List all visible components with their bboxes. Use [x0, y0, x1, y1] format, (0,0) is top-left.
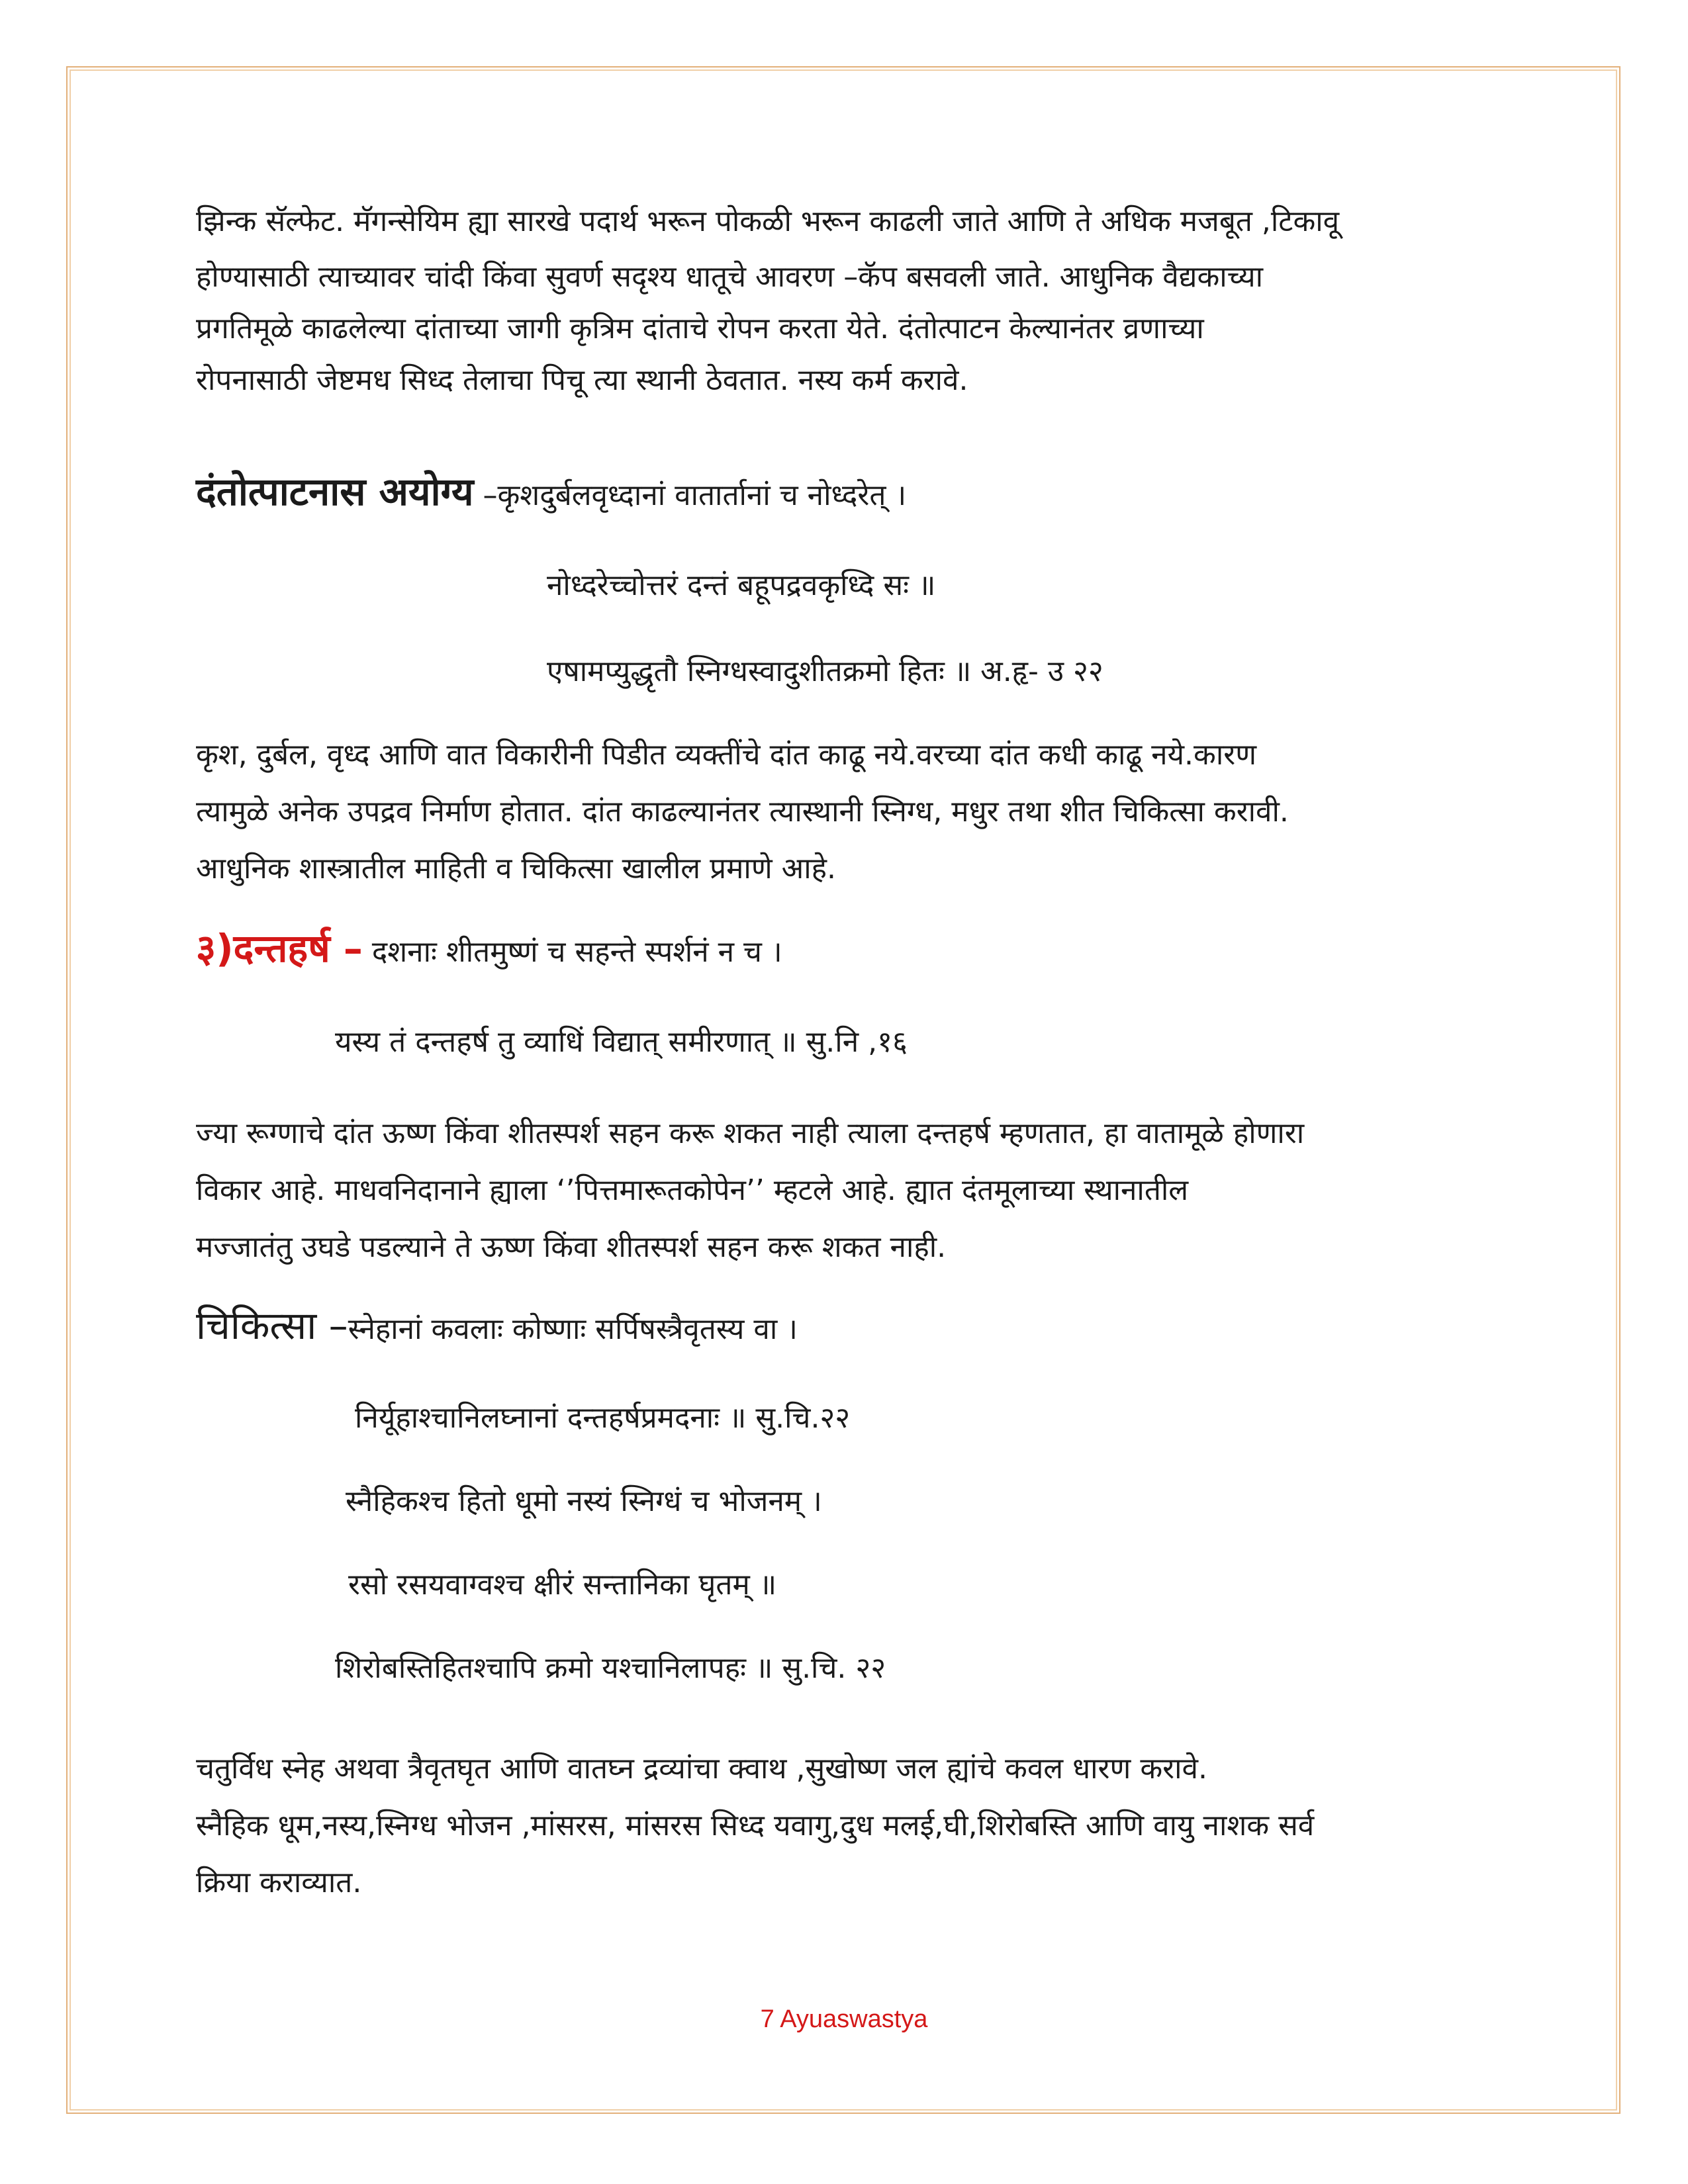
- section-title: चिकित्सा –: [196, 1303, 348, 1348]
- verse-line: [335, 999, 908, 1085]
- text-line: चतुर्विध स्नेह अथवा त्रैवृतघृत आणि वातघ्न द्रव्यांचा क्वाथ ,सुखोष्ण जल ह्यांचे कवल धारण करावे.: [196, 1752, 1207, 1786]
- verse-line: शिरोबस्तिहितश्चापि क्रमो यश्चानिलापहः ॥ सु.चि. २२: [335, 1651, 886, 1685]
- text-line: प्रगतिमूळे काढलेल्या दांताच्या जागी कृत्रिम दांताचे रोपन करता येते. दंतोत्पाटन केल्यानंतर व्रणाच्या: [196, 312, 1204, 345]
- page-footer: [0, 2005, 1688, 2034]
- section-shloka: स्नेहानां कवलाः कोष्णाः सर्पिषस्त्रैवृतस्य वा ।: [348, 1312, 798, 1346]
- verse-line: नोध्दरेच्चोत्तरं दन्तं बहूपद्रवकृध्दि सः ॥: [547, 569, 936, 602]
- verse-line: यस्य तं दन्तहर्ष तु व्याधिं विद्यात् समीरणात् ॥ सु.नि ,१६: [335, 1025, 908, 1059]
- section-title: ३)दन्तहर्ष –: [196, 926, 363, 971]
- section-heading-chikitsa: [196, 1296, 798, 1359]
- section-heading-dantaharsha: [196, 919, 782, 982]
- text-line: कृश, दुर्बल, वृध्द आणि वात विकारीनी पिडीत व्यक्तींचे दांत काढू नये.वरच्या दांत कधी काढू नये.कारण: [196, 738, 1257, 772]
- verse-line: निर्यूहाश्चानिलघ्नानां दन्तहर्षप्रमदनाः ॥ सु.चि.२२: [355, 1401, 851, 1435]
- text-line: मज्जातंतु उघडे पडल्याने ते ऊष्ण किंवा शीतस्पर्श सहन करू शकत नाही.: [196, 1230, 947, 1264]
- text-line: झिन्क सॅल्फेट. मॅगन्सेयिम ह्या सारखे पदार्थ भरून पोकळी भरून काढली जाते आणि ते अधिक मजबूत ,टिकावू: [196, 205, 1340, 238]
- verse-line: एषामप्युद्धृतौ स्निग्धस्वादुशीतक्रमो हितः ॥ अ.हृ- उ २२: [547, 655, 1103, 688]
- section-heading-dantotpatan: [196, 462, 906, 525]
- verse-block: [547, 543, 1103, 715]
- text-line: त्यामुळे अनेक उपद्रव निर्माण होतात. दांत काढल्यानंतर त्यास्थानी स्निग्ध, मधुर तथा शीत चिकित्सा करावी.: [196, 795, 1289, 829]
- text-line: स्नैहिक धूम,नस्य,स्निग्ध भोजन ,मांसरस, मांसरस सिध्द यवागु,दुध मलई,घी,शिरोबस्ति आणि वायु नाशक सर्व: [196, 1809, 1315, 1843]
- footer-title: Ayuaswastya: [780, 2005, 928, 2033]
- page-number: 7: [760, 2005, 774, 2033]
- text-line: ज्या रूग्णाचे दांत ऊष्ण किंवा शीतस्पर्श सहन करू शकत नाही त्याला दन्तहर्ष म्हणतात, हा वातामूळे होणारा: [196, 1116, 1305, 1150]
- paragraph-dantaharsha: [196, 1105, 1304, 1276]
- text-line: होण्यासाठी त्याच्यावर चांदी किंवा सुवर्ण सदृश्य धातूचे आवरण –कॅप बसवली जाते. आधुनिक वैद्यकाच्या: [196, 260, 1263, 294]
- paragraph-explanation: [196, 727, 1289, 897]
- text-line: क्रिया कराव्यात.: [196, 1866, 362, 1899]
- section-shloka: –कृशदुर्बलवृध्दानां वातार्तानां च नोध्दरेत् ।: [473, 478, 907, 512]
- text-line: विकार आहे. माधवनिदानाने ह्याला ‘’पित्तमारूतकोपेन’’ म्हटले आहे. ह्यात दंतमूलाच्या स्थानातील: [196, 1173, 1189, 1207]
- section-shloka: दशनाः शीतमुष्णं च सहन्ते स्पर्शनं न च ।: [362, 935, 782, 969]
- verse-line: रसो रसयवाग्वश्च क्षीरं सन्तानिका घृतम् ॥: [348, 1568, 777, 1602]
- section-title: दंतोत्पाटनास अयोग्य: [196, 469, 474, 514]
- text-line: रोपनासाठी जेष्टमध सिध्द तेलाचा पिचू त्या स्थानी ठेवतात. नस्य कर्म करावे.: [196, 363, 968, 397]
- paragraph-treatment: [196, 1741, 1314, 1911]
- paragraph-intro: [196, 192, 1339, 406]
- text-line: आधुनिक शास्त्रातील माहिती व चिकित्सा खालील प्रमाणे आहे.: [196, 852, 836, 886]
- verse-block: [335, 1377, 886, 1710]
- verse-line: स्नैहिकश्च हितो धूमो नस्यं स्निग्धं च भोजनम् ।: [346, 1484, 822, 1518]
